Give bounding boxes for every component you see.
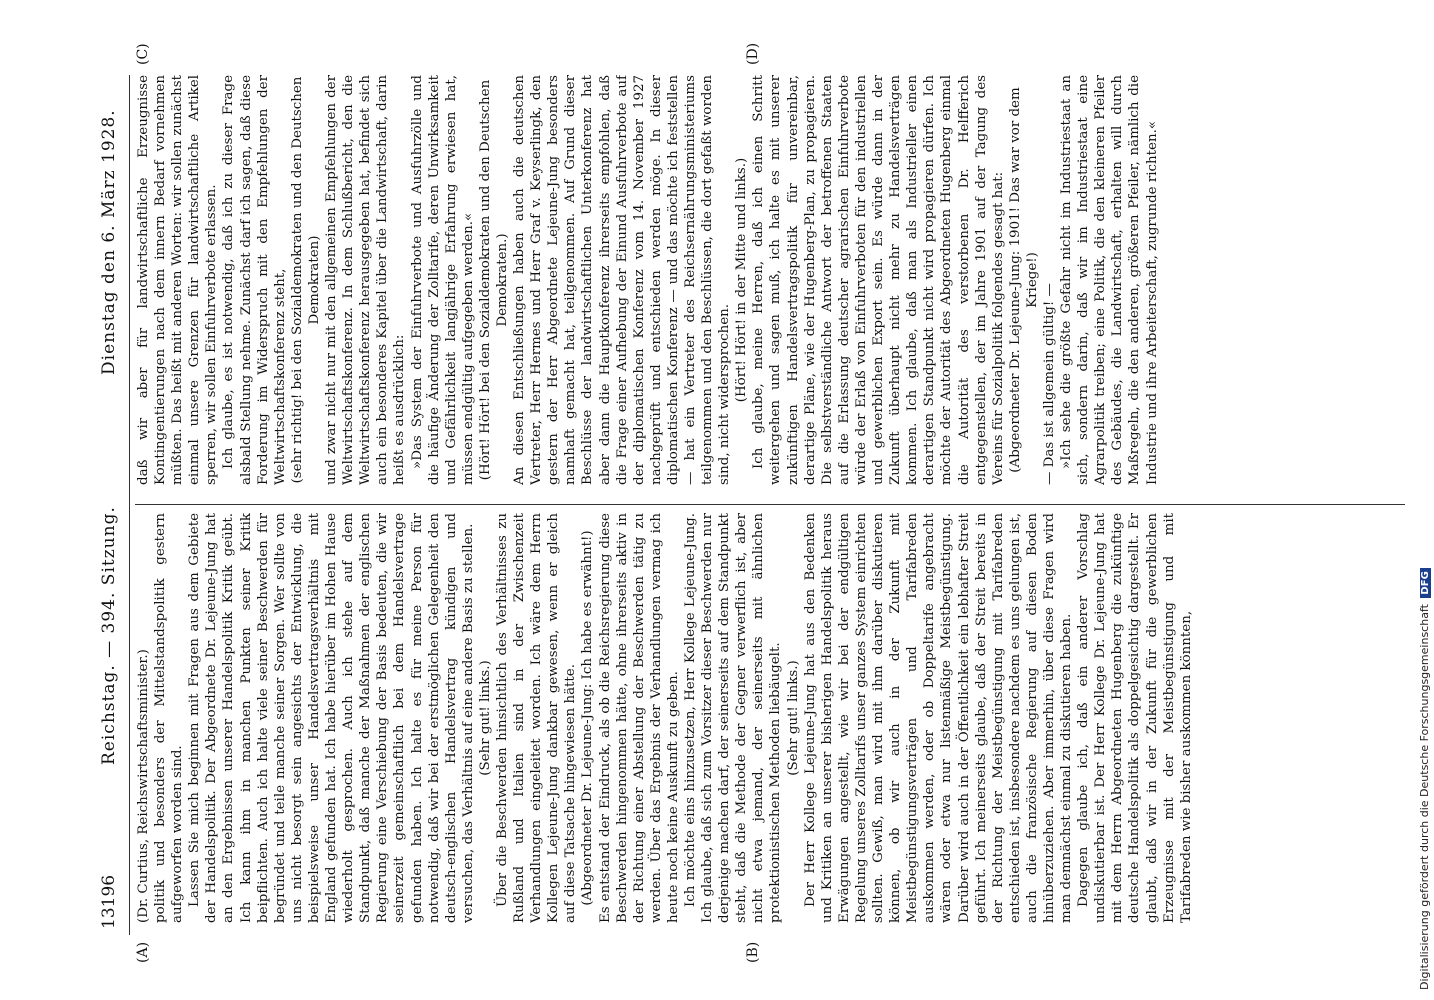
page-header — [95, 75, 129, 935]
paragraph: »Das System der Einfuhrverbote und Ausfuhrzölle und die häufige Änderung der Zolltarife, deren Unwirksamkeit und Gefährlichkeit langjährige Erfahrung erwiesen hat, müssen endgültig aufgegeben werden.« — [409, 75, 476, 485]
paragraph: politik und besonders der Mittelstandspolitik gestern aufgeworfen worden sind. — [153, 513, 186, 923]
column-divider — [135, 504, 1405, 505]
paragraph: (sehr richtig! bei den Sozialdemokraten und den Deutschen Demokraten) — [289, 76, 322, 484]
paragraph: Über die Beschwerden hinsichtlich des Verhältnisses zu Rußland und Italien sind in der Zwischenzeit Verhandlungen eingeleitet worden. Ich wäre dem Herrn Kollegen Lejeune-Jung dankbar gewesen, wenn er gleich auf diese Tatsache hingewiesen hätte. — [494, 513, 579, 923]
paragraph: — Das ist allgemein gültig! — — [1041, 283, 1057, 485]
paragraph: (Hört! Hört! in der Mitte und links.) — [734, 157, 750, 403]
paragraph: Der Herr Kollege Lejeune-Jung hat aus den Bedenken und Kritiken an unserer bisherigen Handelspolitik heraus Erwägungen angestellt, wie wir bei der endgültigen Regelung unseres Zolltarifs unser ganzes System einrichten sollten. Gewiß, man wird mit ihm darüber diskutieren können, ob wir auch in der Zukunft mit Meistbegünstigungsverträgen und Tarifabreden auskommen werden, oder ob Doppeltarife angebracht wären oder etwa nur listenmäßige Meistbegünstigung. Darüber wird auch in der Öffentlichkeit ein lebhafter Streit geführt. Ich meinerseits glaube, daß der Streit bereits in der Richtung der Meistbegünstigung mit Tarifabreden entschieden ist, insbesondere nachdem es uns gelungen ist, auch die französische Regierung auf diesen Boden hinüberzuziehen. Aber immerhin, über diese Fragen wird man demnächst einmal zu diskutieren haben. — [802, 513, 1075, 923]
paragraph: (Sehr gut! links.) — [785, 660, 801, 776]
dfg-logo: DFG — [1420, 568, 1431, 597]
paragraph: An diesen Entschließungen haben auch die deutschen Vertreter, Herr Hermes und Herr Graf v. Keyserlingk, den gestern der Herr Abgeordnete Lejeune-Jung besonders namhaft gemacht hat, teilgenommen. Auf Grund dieser Beschlüsse der landwirtschaftlichen Unterkonferenz hat aber dann die Hauptkonferenz ihrerseits empfohlen, daß die Frage einer Aufhebung der Einund Ausfuhrverbote auf der diplomatischen Konferenz vom 14. November 1927 nachgeprüft und entschieden werden möge. In dieser diplomatischen Konferenz — und das möchte ich feststellen — hat ein Vertreter des Reichsernährungsministeriums teilgenommen und den Beschlüssen, die dort gefaßt worden sind, nicht widersprochen. — [512, 75, 733, 485]
paragraph: Ich glaube, es ist notwendig, daß ich zu dieser Frage alsbald Stellung nehme. Zunächst darf ich sagen, daß diese Forderung im Widerspruch mit den Empfehlungen der Weltwirtschaftskonferenz steht, — [221, 75, 288, 485]
paragraph: Es entstand der Eindruck, als ob die Reichsregierung diese Beschwerden hingenommen hätte, ohne ihrerseits aktiv in der Richtung einer Abstellung der Beschwerden tätig zu werden. Über das Ergebnis der Verhandlungen vermag ich heute noch keine Auskunft zu geben. — [597, 513, 681, 923]
paragraph: (Dr. Curtius, Reichswirtschaftsminister.) — [136, 649, 151, 923]
left-column — [135, 513, 1415, 923]
digitization-note-text: Digitalisierung gefördert durch die Deutsche Forschungsgemeinschaft — [1418, 604, 1431, 990]
paragraph: Ich glaube, meine Herren, daß ich einen Schritt weitergehen und sagen muß, ich halte es mit unserer zukünftigen Handelsvertragspolitik für unvereinbar, derartige Pläne, wie der Hugenberg-Plan, zu propagieren. Die selbstverständliche Antwort der betroffenen Staaten auf die Erlassung deutscher agrarischen Einfuhrverbote würde der Erlaß von Einfuhrverboten für den industriellen und gewerblichen Export sein. Es würde dann in der Zukunft überhaupt nicht mehr zu Handelsverträgen kommen. Ich glaube, daß man als Industrieller einen derartigen Standpunkt nicht wird propagieren dürfen. Ich möchte der Autorität des Abgeordneten Hugenberg einmal die Autorität des verstorbenen Dr. Helfferich entgegenstellen, der im Jahre 1901 auf der Tagung des Vereins für Sozialpolitik folgendes gesagt hat: — [751, 75, 1006, 485]
header-rule — [129, 75, 130, 935]
paragraph: (Hört! Hört! bei den Sozialdemokraten und den Deutschen Demokraten.) — [477, 79, 510, 481]
paragraph: (Abgeordneter Dr. Lejeune-Jung: Ich habe es erwähnt!) — [580, 530, 596, 906]
session-title: Reichstag. — 394. Sitzung. — [99, 506, 119, 765]
page-number: 13196 — [99, 874, 119, 929]
right-column — [135, 75, 1415, 485]
paragraph: »Ich sehe die größte Gefahr nicht im Industriestaat an sich, sondern darin, daß wir im Industriestaat eine Agrarpolitik treiben; eine Politik, die den kleineren Pfeiler des Gebäudes, die Landwirtschaft, erhalten will durch Maßregeln, die den anderen, größeren Pfeiler, nämlich die Industrie und ihre Arbeiterschaft, zugrunde richten.« — [1059, 75, 1160, 485]
paragraph: Lassen Sie mich beginnen mit Fragen aus dem Gebiete der Handelspolitik. Der Abgeordnete Dr. Lejeune-Jung hat an den Ergebnissen unserer Handelspolitik Kritik geübt. Ich kann ihm in manchen Punkten seiner Kritik beipflichten. Auch ich halte viele seiner Beschwerden für begründet und teile manche seiner Sorgen. Wer sollte von uns nicht besorgt sein angesichts der Entwicklung, die beispielsweise unser Handelsvertragsverhältnis mit England gefunden hat. Ich habe hierüber im Hohen Hause wiederholt gesprochen. Auch ich stehe auf dem Standpunkt, daß manche der Maßnahmen der englischen Regierung eine Verschiebung der Basis bedeuten, die wir seinerzeit gemeinschaftlich bei dem Handelsvertrage gefunden haben. Ich halte es für meine Person für notwendig, daß wir bei der erstmöglichen Gelegenheit den deutsch-englischen Handelsvertrag kündigen und versuchen, das Verhältnis auf eine andere Basis zu stellen. — [187, 513, 476, 923]
paragraph: (Abgeordneter Dr. Lejeune-Jung: 1901! Das war vor dem Kriege!) — [1007, 87, 1040, 473]
paragraph: Ich möchte eins hinzusetzen, Herr Kollege Lejeune-Jung. Ich glaube, daß sich zum Vorsitzer dieser Beschwerden nur derjenige machen darf, der seinerseits auf dem Standpunkt steht, daß die Methode der Gegner verwerflich ist, aber nicht etwa jemand, der seinerseits mit ähnlichen protektionistischen Methoden liebäugelt. — [683, 513, 784, 923]
margin-marker-c: (C) — [135, 43, 151, 65]
session-date: Dienstag den 6. März 1928. — [99, 109, 119, 375]
paragraph: Dagegen glaube ich, daß ein anderer Vorschlag undiskutierbar ist. Der Herr Kollege Dr. Lejeune-Jung hat mit dem Herrn Abgeordneten Hugenberg die zukünftige deutsche Handelspolitik als doppelgesichtig dargestellt. Er glaubt, daß wir in der Zukunft für die gewerblichen Erzeugnisse mit der Meistbegünstigung und mit Tarifabreden wie bisher auskommen könnten, — [1076, 513, 1194, 923]
margin-marker-a: (A) — [135, 941, 151, 963]
paragraph: (Sehr gut! links.) — [477, 660, 493, 776]
digitization-note — [1418, 568, 1431, 990]
margin-marker-d: (D) — [745, 42, 761, 65]
paragraph: daß wir aber für landwirtschaftliche Erzeugnisse Kontingentierungen nach dem innern Bedarf vornehmen müßten. Das heißt mit anderen Worten: wir sollen zunächst einmal unsere Grenzen für landwirtschaftliche Artikel sperren, wir sollen Einfuhrverbote erlassen. — [136, 75, 220, 485]
paragraph: und zwar nicht nur mit den allgemeinen Empfehlungen der Weltwirtschaftskonferenz. In dem Schlußbericht, den die Weltwirtschaftskonferenz herausgegeben hat, befindet sich auch ein besonderes Kapitel über die Landwirtschaft, darin heißt es ausdrücklich: — [324, 75, 408, 485]
margin-marker-b: (B) — [745, 941, 761, 963]
